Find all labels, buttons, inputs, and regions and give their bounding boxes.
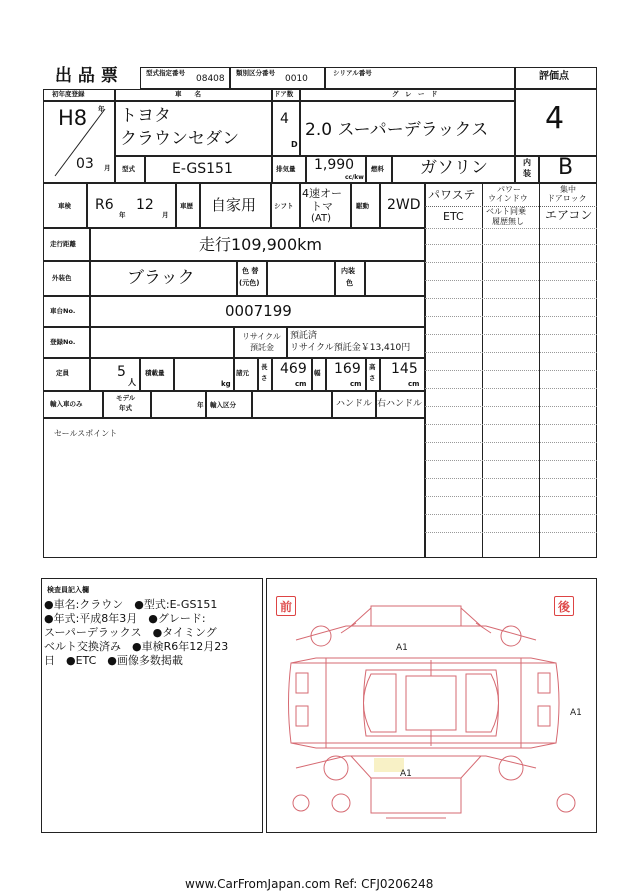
inspector-line: 日 ●ETC ●画像多数掲載 [44,654,183,667]
inspector-line: スーパーデラックス ●タイミング [44,626,217,639]
height-label-1: 高 [369,363,376,371]
recycle-value-2: リサイクル預託金￥13,410円 [290,343,411,353]
form-title: 出 品 票 [55,66,118,86]
car-bottom-outline [296,756,536,768]
rating-value: 4 [545,101,565,136]
car-cabin-outline [364,670,499,736]
height-unit: cm [408,380,420,388]
inspection-label: 車検 [58,202,71,210]
footer-ref: www.CarFromJapan.com Ref: CFJ0206248 [185,877,434,891]
import-class-value-box [252,391,332,418]
vehicle-model: クラウンセダン [120,129,240,149]
load-unit: kg [221,380,231,388]
displacement-label: 排気量 [276,165,296,173]
interior-color-label-2: 色 [346,279,353,287]
height-label-2: さ [369,374,376,382]
chassis-value: 0007199 [225,302,292,320]
import-class-label: 輸入区分 [210,401,236,409]
equip-central-lock-2: ドアロック [547,194,587,203]
mileage-value: 走行109,900km [199,235,323,254]
equipment-row-line [425,496,597,497]
fuel-label: 燃料 [371,165,384,173]
equipment-row-line [425,478,597,479]
color-value: ブラック [127,268,195,288]
equipment-row-line [425,228,597,229]
equipment-row-line [425,352,597,353]
length-label-1: 長 [261,363,268,371]
interior-value: B [558,155,574,180]
shift-value-1: 4速オー [302,187,342,200]
equipment-row-line [425,316,597,317]
equip-belt-2: 履歴無し [492,217,524,226]
mileage-label: 走行距離 [50,240,76,248]
svg-text:A1: A1 [400,769,412,779]
doors-value: 4 [280,111,289,127]
length-value: 469 [280,361,307,377]
first-reg-month: 03 [76,156,94,172]
class-code-label: 類別区分番号 [236,69,275,77]
svg-text:A1: A1 [570,708,582,718]
equipment-row-line [425,514,597,515]
equipment-row-line [425,370,597,371]
first-reg-label: 初年度登録 [52,90,85,98]
equip-aircon: エアコン [545,208,593,222]
equipment-row-line [425,334,597,335]
sales-point-label: セールスポイント [54,429,118,438]
color-change-label-1: 色 替 [242,267,259,275]
handle-value: 右ハンドル [377,399,423,409]
class-code-value: 0010 [285,74,308,84]
inspector-line: ●年式:平成8年3月 ●グレード: [44,612,206,625]
grade-label: グ レ ー ド [392,90,438,98]
inspector-line: ●車名:クラウン ●型式:E-GS151 [44,598,218,611]
equipment-row-line [425,298,597,299]
rear-stamp: 後 [554,596,574,616]
car-damage-diagram [266,578,597,833]
equipment-row-line [425,442,597,443]
color-label: 外装色 [52,274,72,282]
interior-label-1: 内 [523,158,531,167]
width-value: 169 [334,361,361,377]
name-label: 車 名 [175,90,201,98]
color-change-value-box [267,261,335,296]
equip-belt-1: ベルト同乗 [486,207,526,216]
inspector-line: ベルト交換済み ●車検R6年12月23 [44,640,229,653]
capacity-label: 定員 [56,369,69,377]
displacement-value: 1,990 [314,157,355,173]
recycle-label-2: 預託金 [250,343,274,352]
color-change-label-2: (元色) [239,279,260,287]
registration-value-box [90,327,234,358]
vehicle-make: トヨタ [120,106,171,126]
car-top-outline [371,606,461,626]
sales-point-box [43,418,425,558]
width-label: 幅 [314,369,321,377]
equipment-row-line [425,388,597,389]
grade-value: 2.0 スーパーデラックス [305,120,489,140]
height-value: 145 [391,361,418,377]
equipment-row-line [425,280,597,281]
car-body-outline [289,663,560,743]
width-unit: cm [350,380,362,388]
displacement-unit: cc/kw [345,174,364,181]
model-year-label-1: モデル [116,394,136,402]
shift-label: シフト [274,202,294,210]
recycle-value-1: 預託済 [290,331,318,341]
registration-label: 登録No. [50,338,76,346]
front-stamp: 前 [276,596,296,616]
model-year-label-2: 年式 [119,404,132,412]
equip-power-window-1: パワー [497,185,521,194]
rating-label: 評価点 [539,71,569,82]
first-reg-month-unit: 月 [104,164,111,172]
usage-label: 車歴 [180,202,193,210]
first-reg-era: H8 [58,106,88,130]
inspection-month: 12 [136,197,154,213]
import-label: 輸入車のみ [50,400,83,408]
first-reg-year-unit: 年 [98,105,105,113]
drive-label: 駆動 [356,202,369,210]
type-label: 型式 [122,165,135,173]
inspector-title: 検査員記入欄 [47,586,89,594]
length-label-2: さ [261,374,268,382]
equipment-row-line [425,262,597,263]
equipment-row-line [425,460,597,461]
interior-color-label-1: 内装 [341,267,355,275]
fuel-value: ガソリン [420,158,488,178]
svg-text:A1: A1 [396,643,408,653]
usage-value: 自家用 [211,196,257,214]
chassis-label: 車台No. [50,307,76,315]
inspection-era: R6 [95,197,114,213]
shift-value-2: トマ [311,200,333,213]
interior-label-2: 装 [523,169,531,178]
equip-power-window-2: ウインドウ [488,194,528,203]
equip-powersteering: パワステ [428,188,476,202]
equip-etc: ETC [443,210,464,223]
doors-unit: D [291,140,298,149]
model-designation-label: 型式指定番号 [146,69,185,77]
capacity-value: 5 [117,364,126,380]
capacity-unit: 人 [128,378,136,387]
handle-label: ハンドル [336,399,373,409]
equipment-row-line [425,532,597,533]
equipment-row-line [425,406,597,407]
type-value: E-GS151 [172,161,233,177]
inspection-month-unit: 月 [162,211,169,219]
shift-value-3: (AT) [311,213,331,224]
interior-color-value-box [365,261,425,296]
doors-label: ドア数 [274,90,294,98]
equipment-row-line [425,244,597,245]
load-label: 積載量 [145,369,165,377]
serial-label: シリアル番号 [333,69,372,77]
equipment-row-line [425,424,597,425]
inspection-year-unit: 年 [119,211,126,219]
specs-label: 諸元 [236,369,249,377]
recycle-label-1: リサイクル [242,332,281,341]
length-unit: cm [295,380,307,388]
drive-value: 2WD [387,197,421,213]
model-designation-value: 08408 [196,74,225,84]
equip-central-lock-1: 集中 [560,185,576,194]
model-year-unit: 年 [197,401,204,409]
wheel-front-left [324,756,348,780]
